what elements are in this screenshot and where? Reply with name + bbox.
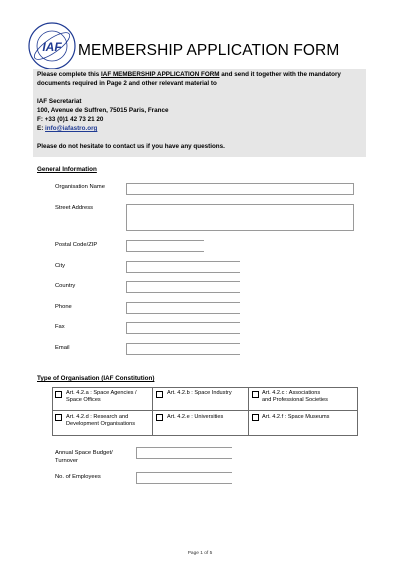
budget-label: Annual Space Budget/ Turnover — [55, 450, 113, 464]
phone-label: Phone — [55, 304, 72, 310]
street-label: Street Address — [55, 205, 94, 211]
email-line: E: info@iafastro.org — [37, 125, 98, 132]
street-field[interactable] — [126, 204, 354, 231]
city-field[interactable] — [126, 261, 240, 273]
form-title: MEMBERSHIP APPLICATION FORM — [78, 42, 340, 59]
employees-label: No. of Employees — [55, 474, 101, 480]
org-type-label: Art. 4.2.f : Space Museums — [262, 414, 330, 420]
org-type-checkbox[interactable] — [156, 414, 163, 421]
org-type-label: Art. 4.2.e : Universities — [167, 414, 224, 420]
postal-field[interactable] — [126, 240, 204, 252]
budget-field[interactable] — [136, 447, 232, 459]
country-field[interactable] — [126, 281, 240, 293]
intro-line-1: Please complete this IAF MEMBERSHIP APPLICATION FORM and send it together with the mandatory — [37, 71, 341, 78]
email-link[interactable]: info@iafastro.org — [45, 125, 98, 132]
address-line-2: 100, Avenue de Suffren, 75015 Paris, France — [37, 107, 169, 114]
org-type-option[interactable] — [248, 410, 358, 436]
org-type-label: Art. 4.2.d : Research and Development Organisations — [66, 414, 136, 428]
org-type-option[interactable] — [52, 410, 153, 436]
iaf-logo — [26, 18, 78, 76]
email-field[interactable] — [126, 343, 240, 355]
org-type-option[interactable] — [152, 387, 249, 411]
email-label: Email — [55, 345, 70, 351]
intro-line-2: documents required in Page 2 and other relevant material to — [37, 80, 217, 87]
general-info-heading: General Information — [37, 166, 97, 173]
org-type-label: Art. 4.2.c : Associations and Professional Societies — [262, 390, 328, 404]
phone-field[interactable] — [126, 302, 240, 314]
address-line-1: IAF Secretariat — [37, 98, 82, 105]
org-type-checkbox[interactable] — [55, 414, 62, 421]
org-type-label: Art. 4.2.a : Space Agencies / Space Offices — [66, 390, 137, 404]
org-name-field[interactable] — [126, 183, 354, 195]
org-type-heading: Type of Organisation (IAF Constitution) — [37, 375, 155, 382]
fax-label: Fax — [55, 324, 65, 330]
employees-field[interactable] — [136, 472, 232, 484]
closing-line: Please do not hesitate to contact us if you have any questions. — [37, 143, 225, 150]
form-name-link: IAF MEMBERSHIP APPLICATION FORM — [101, 71, 220, 78]
svg-text:IAF: IAF — [42, 40, 62, 54]
org-type-checkbox[interactable] — [252, 391, 259, 398]
org-type-option[interactable] — [248, 387, 358, 411]
org-type-option[interactable] — [152, 410, 249, 436]
org-type-checkbox[interactable] — [55, 391, 62, 398]
org-type-option[interactable] — [52, 387, 153, 411]
fax-line: F: +33 (0)1 42 73 21 20 — [37, 116, 104, 123]
org-type-label: Art. 4.2.b : Space Industry — [167, 390, 232, 396]
page-footer: Page 1 of 5 — [187, 551, 213, 556]
postal-label: Postal Code/ZIP — [55, 242, 98, 248]
org-type-checkbox[interactable] — [252, 414, 259, 421]
org-name-label: Organisation Name — [55, 184, 105, 190]
city-label: City — [55, 263, 65, 269]
fax-field[interactable] — [126, 322, 240, 334]
country-label: Country — [55, 283, 76, 289]
org-type-checkbox[interactable] — [156, 391, 163, 398]
